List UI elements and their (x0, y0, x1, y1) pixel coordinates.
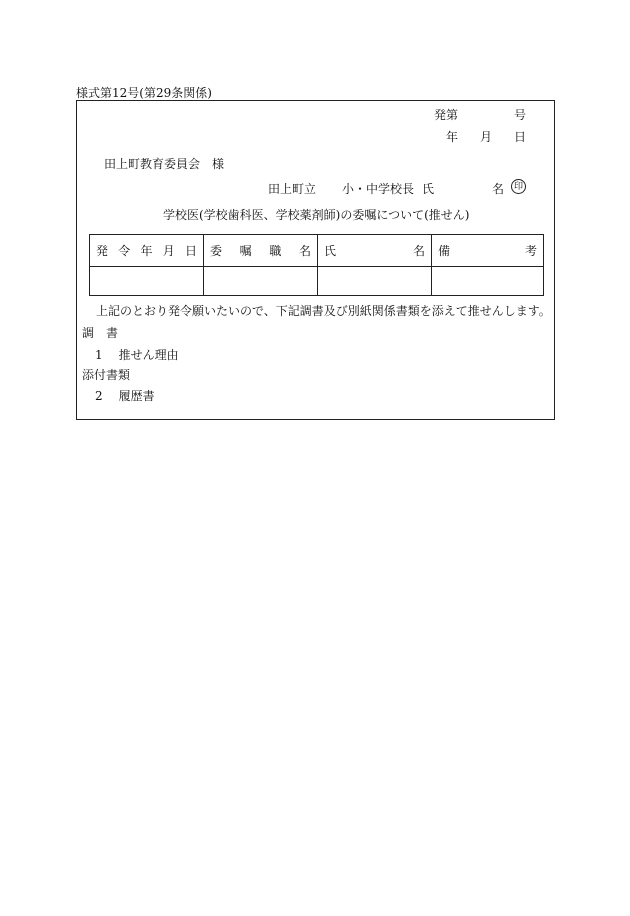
list-item-number: 2 (95, 389, 103, 403)
list-item (95, 389, 155, 403)
issue-number-suffix: 号 (513, 108, 526, 122)
header-char: 嘱 (239, 243, 252, 258)
list-item-label: 履歴書 (118, 389, 155, 403)
header-char: 令 (118, 243, 131, 258)
issue-date-month: 月 (479, 130, 492, 144)
list-item-label: 推せん理由 (118, 348, 179, 362)
issue-number-prefix: 発第 (434, 108, 459, 122)
column-header-date (90, 235, 204, 267)
document-subject: 学校医(学校歯科医、学校薬剤師)の委嘱について(推せん) (163, 208, 470, 222)
cell-name[interactable] (318, 266, 432, 295)
form-number: 様式第12号(第29条関係) (76, 86, 212, 100)
appointment-table (89, 234, 544, 296)
header-char: 名 (412, 243, 425, 258)
header-char: 考 (524, 243, 537, 258)
list-item (95, 348, 179, 362)
sender-town: 田上町立 (268, 182, 317, 196)
header-char: 氏 (324, 243, 337, 258)
sender-name-label-1: 氏 (422, 182, 435, 196)
header-char: 備 (438, 243, 451, 258)
issue-number-line (434, 108, 526, 122)
column-header-position (204, 235, 318, 267)
header-char: 月 (162, 243, 175, 258)
seal-mark: 印 (511, 179, 526, 194)
issue-date-year: 年 (446, 130, 459, 144)
header-char: 名 (298, 243, 311, 258)
header-char: 年 (140, 243, 153, 258)
list-item-number: 1 (95, 348, 103, 362)
sender-name-label (422, 182, 504, 196)
header-char: 委 (210, 243, 223, 258)
cell-position[interactable] (204, 266, 318, 295)
section-heading-chosho: 調 書 (82, 326, 119, 340)
section-heading-attachments: 添付書類 (82, 368, 131, 382)
sender-name-label-2: 名 (491, 182, 504, 196)
addressee: 田上町教育委員会 様 (104, 157, 225, 171)
cell-date[interactable] (90, 266, 204, 295)
header-char: 日 (184, 243, 197, 258)
issue-date-day: 日 (513, 130, 526, 144)
column-header-name (318, 235, 432, 267)
cell-remarks[interactable] (432, 266, 544, 295)
header-char: 発 (96, 243, 109, 258)
table-header-row (90, 235, 544, 267)
issue-date-line (446, 130, 526, 144)
table-row (90, 266, 544, 295)
sender-school: 小・中学校長 (342, 182, 415, 196)
header-char: 職 (269, 243, 282, 258)
body-text: 上記のとおり発令願いたいので、下記調書及び別紙関係書類を添えて推せんします。 (96, 304, 551, 318)
column-header-remarks (432, 235, 544, 267)
